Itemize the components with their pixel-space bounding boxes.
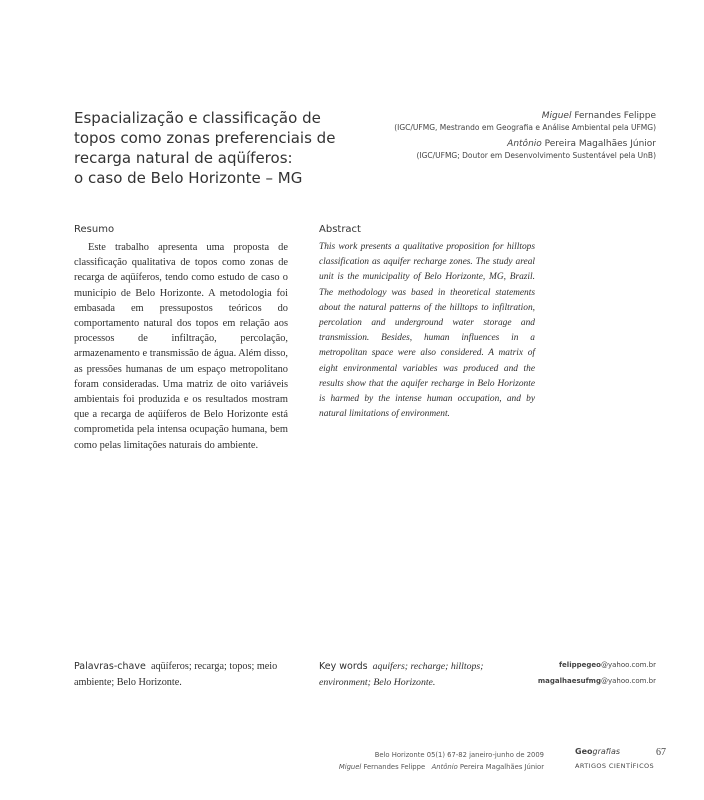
keywords-label: Key words	[319, 661, 368, 672]
keywords-value: aquifers; recharge; hilltops; environment; Belo Horizonte.	[319, 661, 484, 688]
email-list	[538, 657, 656, 689]
keywords-label: Palavras-chave	[74, 661, 146, 672]
author-last-name: Pereira Magalhães Júnior	[541, 139, 656, 149]
journal-name-bold: Geo	[575, 747, 593, 756]
citation-text: Belo Horizonte 05(1) 67-82 janeiro-junho de 2009	[374, 751, 544, 759]
email-user: felippegeo	[559, 661, 601, 669]
title-line: recarga natural de aqüíferos:	[74, 149, 293, 167]
footer-author-first: Miguel	[338, 763, 362, 771]
footer-author-last: Fernandes Felippe	[361, 763, 426, 771]
author-affiliation: (IGC/UFMG, Mestrando em Geografia e Análise Ambiental pela UFMG)	[394, 123, 656, 132]
footer-authors	[339, 761, 544, 773]
page-number: 67	[656, 747, 666, 758]
title-line: o caso de Belo Horizonte – MG	[74, 169, 303, 187]
footer-citation	[339, 749, 544, 773]
author-affiliation: (IGC/UFMG; Doutor em Desenvolvimento Sustentável pela UnB)	[416, 151, 656, 160]
author-name	[326, 110, 656, 122]
keywords-en	[319, 659, 535, 691]
article-title	[74, 108, 334, 188]
author-last-name: Fernandes Felippe	[571, 111, 656, 121]
journal-logo	[575, 747, 654, 770]
resumo-heading: Resumo	[74, 224, 115, 235]
email-user: magalhaesufmg	[537, 677, 601, 685]
footer-author-first: Antônio	[431, 763, 458, 771]
email-domain: @yahoo.com.br	[600, 661, 656, 669]
email-domain: @yahoo.com.br	[600, 677, 656, 685]
abstract-text: This work presents a qualitative proposition for hilltops classification as aquifer recharge zones. The study areal unit is the municipality of Belo Horizonte, MG, Brazil. The methodology was based in theoretical statements about the natural patterns of the hilltops to infiltration, percolation and underground water storage and transmission. Besides, human influences in a metropolitan space were also considered. A matrix of eight environmental variables was produced and the results show that the aquifer recharge in Belo Horizonte is harmed by the intense human occupation, and by natural limitations of environment.	[319, 242, 535, 420]
resumo-text: Este trabalho apresenta uma proposta de classificação qualitativa de topos como zonas de recarga de aqüíferos, tendo como estudo de caso o município de Belo Horizonte. A metodologia foi embasada em pressupostos teóricos do comportamento natural dos topos em relação aos processos de infiltração, percolação, armazenamento e transmissão de água. Além disso, as pressões humanas de um espaço metropolitano foram consideradas. Uma matriz de oito variáveis ambientais foi produzida e os resultados mostram que a recarga de aqüíferos de Belo Horizonte está comprometida pela intensa ocupação humana, bem como pelas limitações naturais do ambiente.	[74, 242, 288, 451]
abstract-heading: Abstract	[319, 224, 361, 235]
journal-name	[575, 747, 654, 756]
author-name	[326, 138, 656, 150]
footer-author-last: Pereira Magalhães Júnior	[457, 763, 544, 771]
author-block	[326, 110, 656, 166]
keywords-value: aqüíferos; recarga; topos; meio ambiente; Belo Horizonte.	[74, 661, 278, 688]
journal-section: ARTIGOS CIENTÍFICOS	[575, 762, 655, 770]
title-line: topos como zonas preferenciais de	[74, 129, 336, 147]
journal-name-italic: grafias	[592, 747, 621, 756]
title-line: Espacialização e classificação de	[74, 109, 321, 127]
keywords-pt	[74, 659, 294, 691]
author-first-name: Antônio	[507, 139, 542, 149]
email-link[interactable]	[538, 657, 656, 673]
author-first-name: Miguel	[541, 111, 572, 121]
email-link[interactable]	[538, 673, 656, 689]
